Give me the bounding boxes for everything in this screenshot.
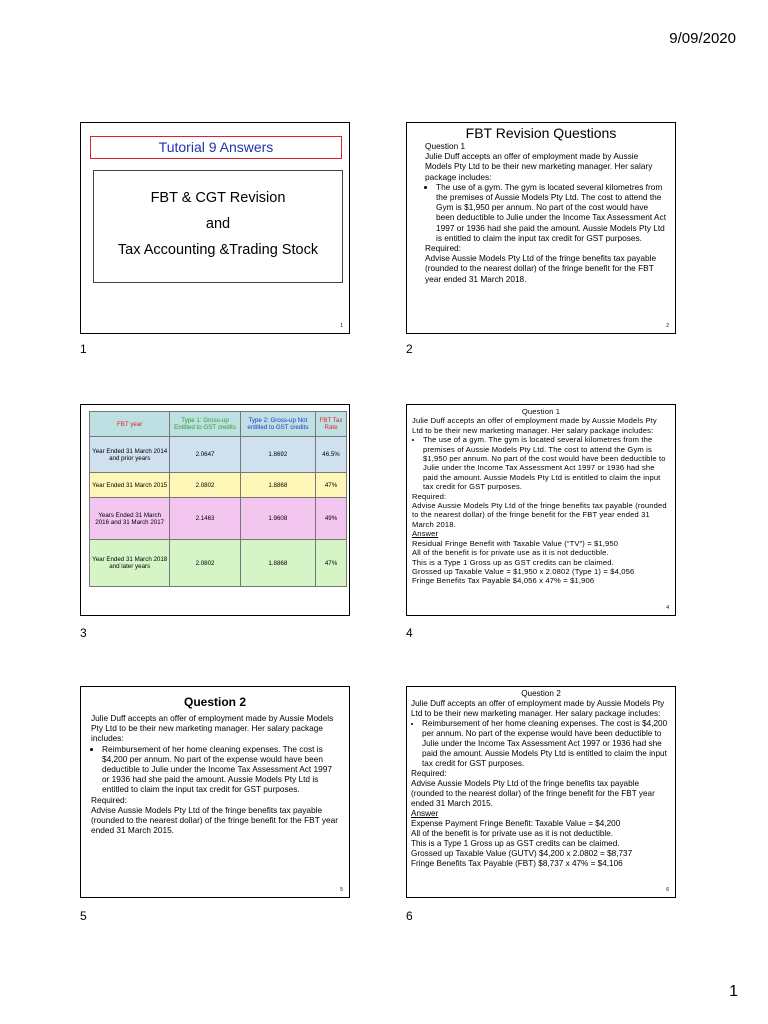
answer-heading: Answer — [412, 529, 439, 539]
question-intro: Julie Duff accepts an offer of employment made by Aussie Models Pty Ltd to be their new marketing manager. Her salary package includes: — [411, 699, 665, 718]
answer-line: This is a Type 1 Gross up as GST credits can be claimed. — [411, 839, 620, 848]
slide-number: 1 — [340, 323, 343, 329]
fbt-rates-table — [89, 411, 347, 587]
slide-number: 2 — [666, 323, 669, 329]
answer-line: Grossed up Taxable Value (GUTV) $4,200 x 2.0802 = $8,737 — [411, 849, 633, 858]
answer-line: All of the benefit is for private use as it is not deductible. — [412, 548, 609, 558]
table-cell: 46.5% — [316, 437, 347, 473]
slide-body — [81, 709, 349, 835]
table-header: Type 1: Gross-up Entitled to GST credits — [170, 412, 240, 437]
answer-line: Residual Fringe Benefit with Taxable Value (“TV”) = $1,950 — [412, 538, 619, 548]
slide-2 — [406, 122, 676, 334]
slide-label: 5 — [80, 909, 87, 923]
slide-number: 4 — [666, 605, 669, 611]
slide-body — [407, 141, 675, 284]
table-row — [90, 498, 347, 540]
slide-title: Question 2 — [521, 689, 561, 698]
question-heading: Question 1 — [425, 141, 466, 151]
page-number: 1 — [729, 983, 738, 1000]
table-cell: 2.0802 — [170, 540, 240, 587]
table-header: Type 2: Gross-up Not entitled to GST credits — [240, 412, 315, 437]
answer-line: Fringe Benefits Tax Payable $4,056 x 47% = $1,906 — [412, 576, 595, 586]
slide-1 — [80, 122, 350, 334]
slide-body — [407, 405, 675, 586]
question-intro: Julie Duff accepts an offer of employment made by Aussie Models Pty Ltd to be their new marketing manager. Her salary package includes: — [412, 416, 657, 435]
answer-heading: Answer — [411, 809, 439, 818]
required-label: Required: — [91, 794, 127, 805]
slide-title: Question 2 — [183, 695, 246, 709]
slide-6 — [406, 686, 676, 898]
question-intro: Julie Duff accepts an offer of employment made by Aussie Models Pty Ltd to be their new marketing manager. Her salary package includes: — [425, 151, 653, 182]
table-cell: 1.8868 — [240, 540, 315, 587]
table-cell: Year Ended 31 March 2018 and later years — [90, 540, 170, 587]
table-cell: 47% — [316, 473, 347, 498]
bullet-item: • Reimbursement of her home cleaning expenses. The cost is $4,200 per annum. No part of the expense would have been deductible to Julie under the Income Tax Assessment Act 1997 or 1936 had she paid the amount. Aussie Models Pty Ltd is entitled to claim the input tax credit for GST purposes. — [102, 744, 341, 795]
table-cell: 2.0647 — [170, 437, 240, 473]
slide-number: 6 — [666, 887, 669, 893]
subtitle-line: FBT & CGT Revision — [150, 190, 286, 206]
question-intro: Julie Duff accepts an offer of employment made by Aussie Models Pty Ltd to be their new marketing manager. Her salary package includes: — [91, 713, 334, 744]
table-cell: 1.8868 — [240, 473, 315, 498]
bullet-item: • The use of a gym. The gym is located several kilometres from the premises of Aussie Models Pty Ltd. The cost to attend the Gym is $1,950 per annum. No part of the cost would have been deductible to Julie under the Income Tax Assessment Act 1997 or 1936 had she paid the amount. Aussie Models Pty Ltd is entitled to claim the input tax credit for GST purposes. — [423, 435, 670, 491]
slide-title: Tutorial 9 Answers — [90, 136, 342, 159]
answer-line: This is a Type 1 Gross up as GST credits can be claimed. — [412, 557, 614, 567]
slide-4 — [406, 404, 676, 616]
table-cell: 47% — [316, 540, 347, 587]
slide-body — [407, 687, 675, 869]
table-header: FBT year — [90, 412, 170, 437]
table-row — [90, 473, 347, 498]
bullet-item: • Reimbursement of her home cleaning expenses. The cost is $4,200 per annum. No part of the expense would have been deductible to Julie under the Income Tax Assessment Act 1997 or 1936 had she paid the amount. Aussie Models Pty Ltd is entitled to claim the input tax credit for GST purposes. — [422, 719, 671, 769]
answer-line: Fringe Benefits Tax Payable (FBT) $8,737 x 47% = $4,106 — [411, 859, 623, 868]
slide-number: 5 — [340, 887, 343, 893]
print-date: 9/09/2020 — [669, 30, 736, 47]
answer-line: All of the benefit is for private use as it is not deductible. — [411, 829, 614, 838]
slide-label: 2 — [406, 342, 413, 356]
required-label: Required: — [425, 243, 461, 254]
slide-3 — [80, 404, 350, 616]
answer-line: Expense Payment Fringe Benefit: Taxable Value = $4,200 — [411, 819, 621, 828]
answer-line: Grossed up Taxable Value = $1,950 x 2.0802 (Type 1) = $4,056 — [412, 566, 635, 576]
slide-title: FBT Revision Questions — [465, 125, 617, 141]
required-label: Required: — [411, 769, 447, 778]
table-cell: Years Ended 31 March 2016 and 31 March 2017 — [90, 498, 170, 540]
required-text: Advise Aussie Models Pty Ltd of the fringe benefits tax payable (rounded to the nearest dollar) of the fringe benefit for the FBT year ended 31 March 2018. — [412, 501, 667, 529]
bullet-item: • The use of a gym. The gym is located several kilometres from the premises of Aussie Models Pty Ltd. The cost to attend the Gym is $1,950 per annum. No part of the cost would have been deductible to Julie under the Income Tax Assessment Act 1997 or 1936 had she paid the amount. Aussie Models Pty Ltd is entitled to claim the input tax credit for GST purposes. — [436, 182, 667, 243]
table-row — [90, 540, 347, 587]
table-cell: 1.9608 — [240, 498, 315, 540]
slide-label: 1 — [80, 342, 87, 356]
slide-label: 6 — [406, 909, 413, 923]
table-cell: Year Ended 31 March 2014 and prior years — [90, 437, 170, 473]
required-text: Advise Aussie Models Pty Ltd of the fringe benefits tax payable (rounded to the nearest dollar) of the fringe benefit for the FBT year ended 31 March 2015. — [411, 779, 655, 808]
slide-label: 4 — [406, 626, 413, 640]
table-cell: 1.8692 — [240, 437, 315, 473]
subtitle-line: Tax Accounting &Trading Stock — [117, 242, 319, 258]
subtitle-line: and — [205, 216, 231, 232]
table-cell: 2.0802 — [170, 473, 240, 498]
table-cell: 49% — [316, 498, 347, 540]
table-row — [90, 437, 347, 473]
required-text: Advise Aussie Models Pty Ltd of the fringe benefits tax payable (rounded to the nearest dollar) of the fringe benefit for the FBT year ended 31 March 2015. — [91, 804, 339, 836]
table-cell: Year Ended 31 March 2015 — [90, 473, 170, 498]
required-label: Required: — [412, 491, 447, 501]
slide-5 — [80, 686, 350, 898]
slide-label: 3 — [80, 626, 87, 640]
required-text: Advise Aussie Models Pty Ltd of the fringe benefits tax payable (rounded to the nearest dollar) of the fringe benefit for the FBT year ended 31 March 2018. — [425, 253, 657, 284]
table-cell: 2.1463 — [170, 498, 240, 540]
slide-subtitle-box — [93, 170, 343, 283]
table-header: FBT Tax Rate — [316, 412, 347, 437]
slide-title: Question 1 — [521, 407, 561, 416]
